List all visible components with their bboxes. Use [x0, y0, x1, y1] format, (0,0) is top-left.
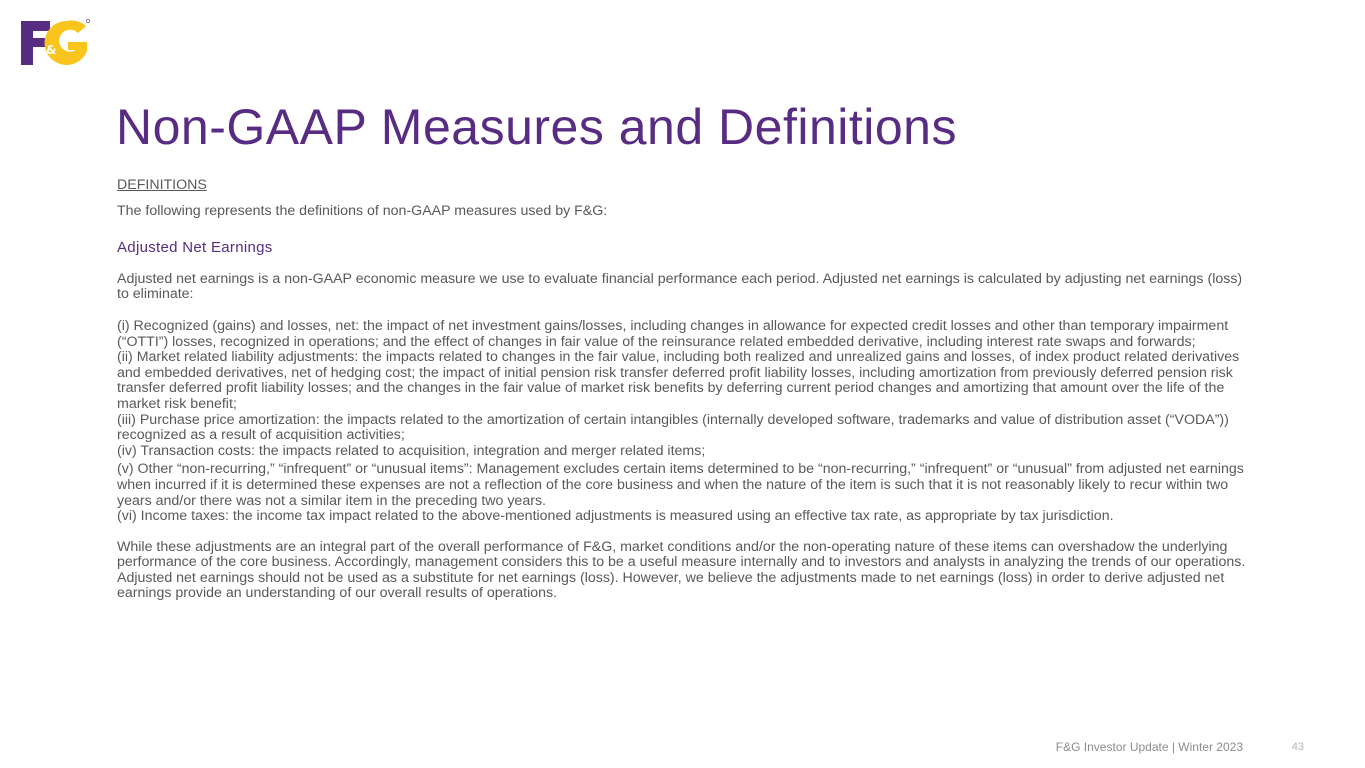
- definition-paragraph: Adjusted net earnings is a non-GAAP economic measure we use to evaluate financial performance each period. Adjusted net earnings is calculated by adjusting net earnings (loss) to eliminate:: [117, 270, 1243, 303]
- list-item: (v) Other “non-recurring,” “infrequent” or “unusual items”: Management excludes certain items determined to be “non-recurring,” “infrequent” or “unusual” from adjusted net earnings when incurred if it is determined these expenses are not a reflection of the core business and when the nature of the item is such that it is not reasonably likely to recur within two years and/or there was not a similar item in the preceding two years.: [117, 461, 1244, 509]
- definitions-content: [117, 178, 1257, 602]
- footer-text: F&G Investor Update | Winter 2023: [1055, 740, 1243, 754]
- intro-text: The following represents the definitions of non-GAAP measures used by F&G:: [117, 202, 608, 219]
- page-title: Non-GAAP Measures and Definitions: [116, 99, 957, 155]
- list-item: (iv) Transaction costs: the impacts related to acquisition, integration and merger related items;: [117, 442, 706, 459]
- closing-paragraph: While these adjustments are an integral part of the overall performance of F&G, market conditions and/or the non-operating nature of these items can overshadow the underlying performance of the core business. Accordingly, management considers this to be a useful measure internally and to investors and analysts in analyzing the trends of our operations. Adjusted net earnings should not be used as a substitute for net earnings (loss). However, we believe the adjustments made to net earnings (loss) in order to derive adjusted net earnings provide an understanding of our overall results of operations.: [117, 538, 1246, 602]
- list-item: (vi) Income taxes: the income tax impact related to the above-mentioned adjustments is measured using an effective tax rate, as appropriate by tax jurisdiction.: [117, 508, 1114, 525]
- section-label: DEFINITIONS: [117, 177, 207, 193]
- svg-text:&: &: [46, 43, 57, 57]
- company-logo: [20, 18, 90, 68]
- adjustment-list: [117, 319, 1257, 525]
- list-item: (iii) Purchase price amortization: the impacts related to the amortization of certain intangibles (internally developed software, trademarks and value of distribution asset (“VODA”)) recognized as a result of acquisition activities;: [117, 411, 1229, 444]
- list-item: (ii) Market related liability adjustments: the impacts related to changes in the fair value, including both realized and unrealized gains and losses, of index product related derivatives and embedded derivatives, net of hedging cost; the impact of initial pension risk transfer deferred profit liability losses, including amortization from previously deferred pension risk transfer deferred profit liability losses; and the changes in the fair value of market risk benefits by deferring current period changes and amortizing that amount over the life of the market risk benefit;: [117, 349, 1240, 412]
- page-number: 43: [1291, 741, 1304, 753]
- list-item: (i) Recognized (gains) and losses, net: the impact of net investment gains/losses, including changes in allowance for expected credit losses and other than temporary impairment (“OTTI”) losses, recognized in operations; and the effect of changes in fair value of the reinsurance related embedded derivative, including interest rate swaps and forwards;: [117, 317, 1229, 350]
- subheading: Adjusted Net Earnings: [117, 239, 273, 257]
